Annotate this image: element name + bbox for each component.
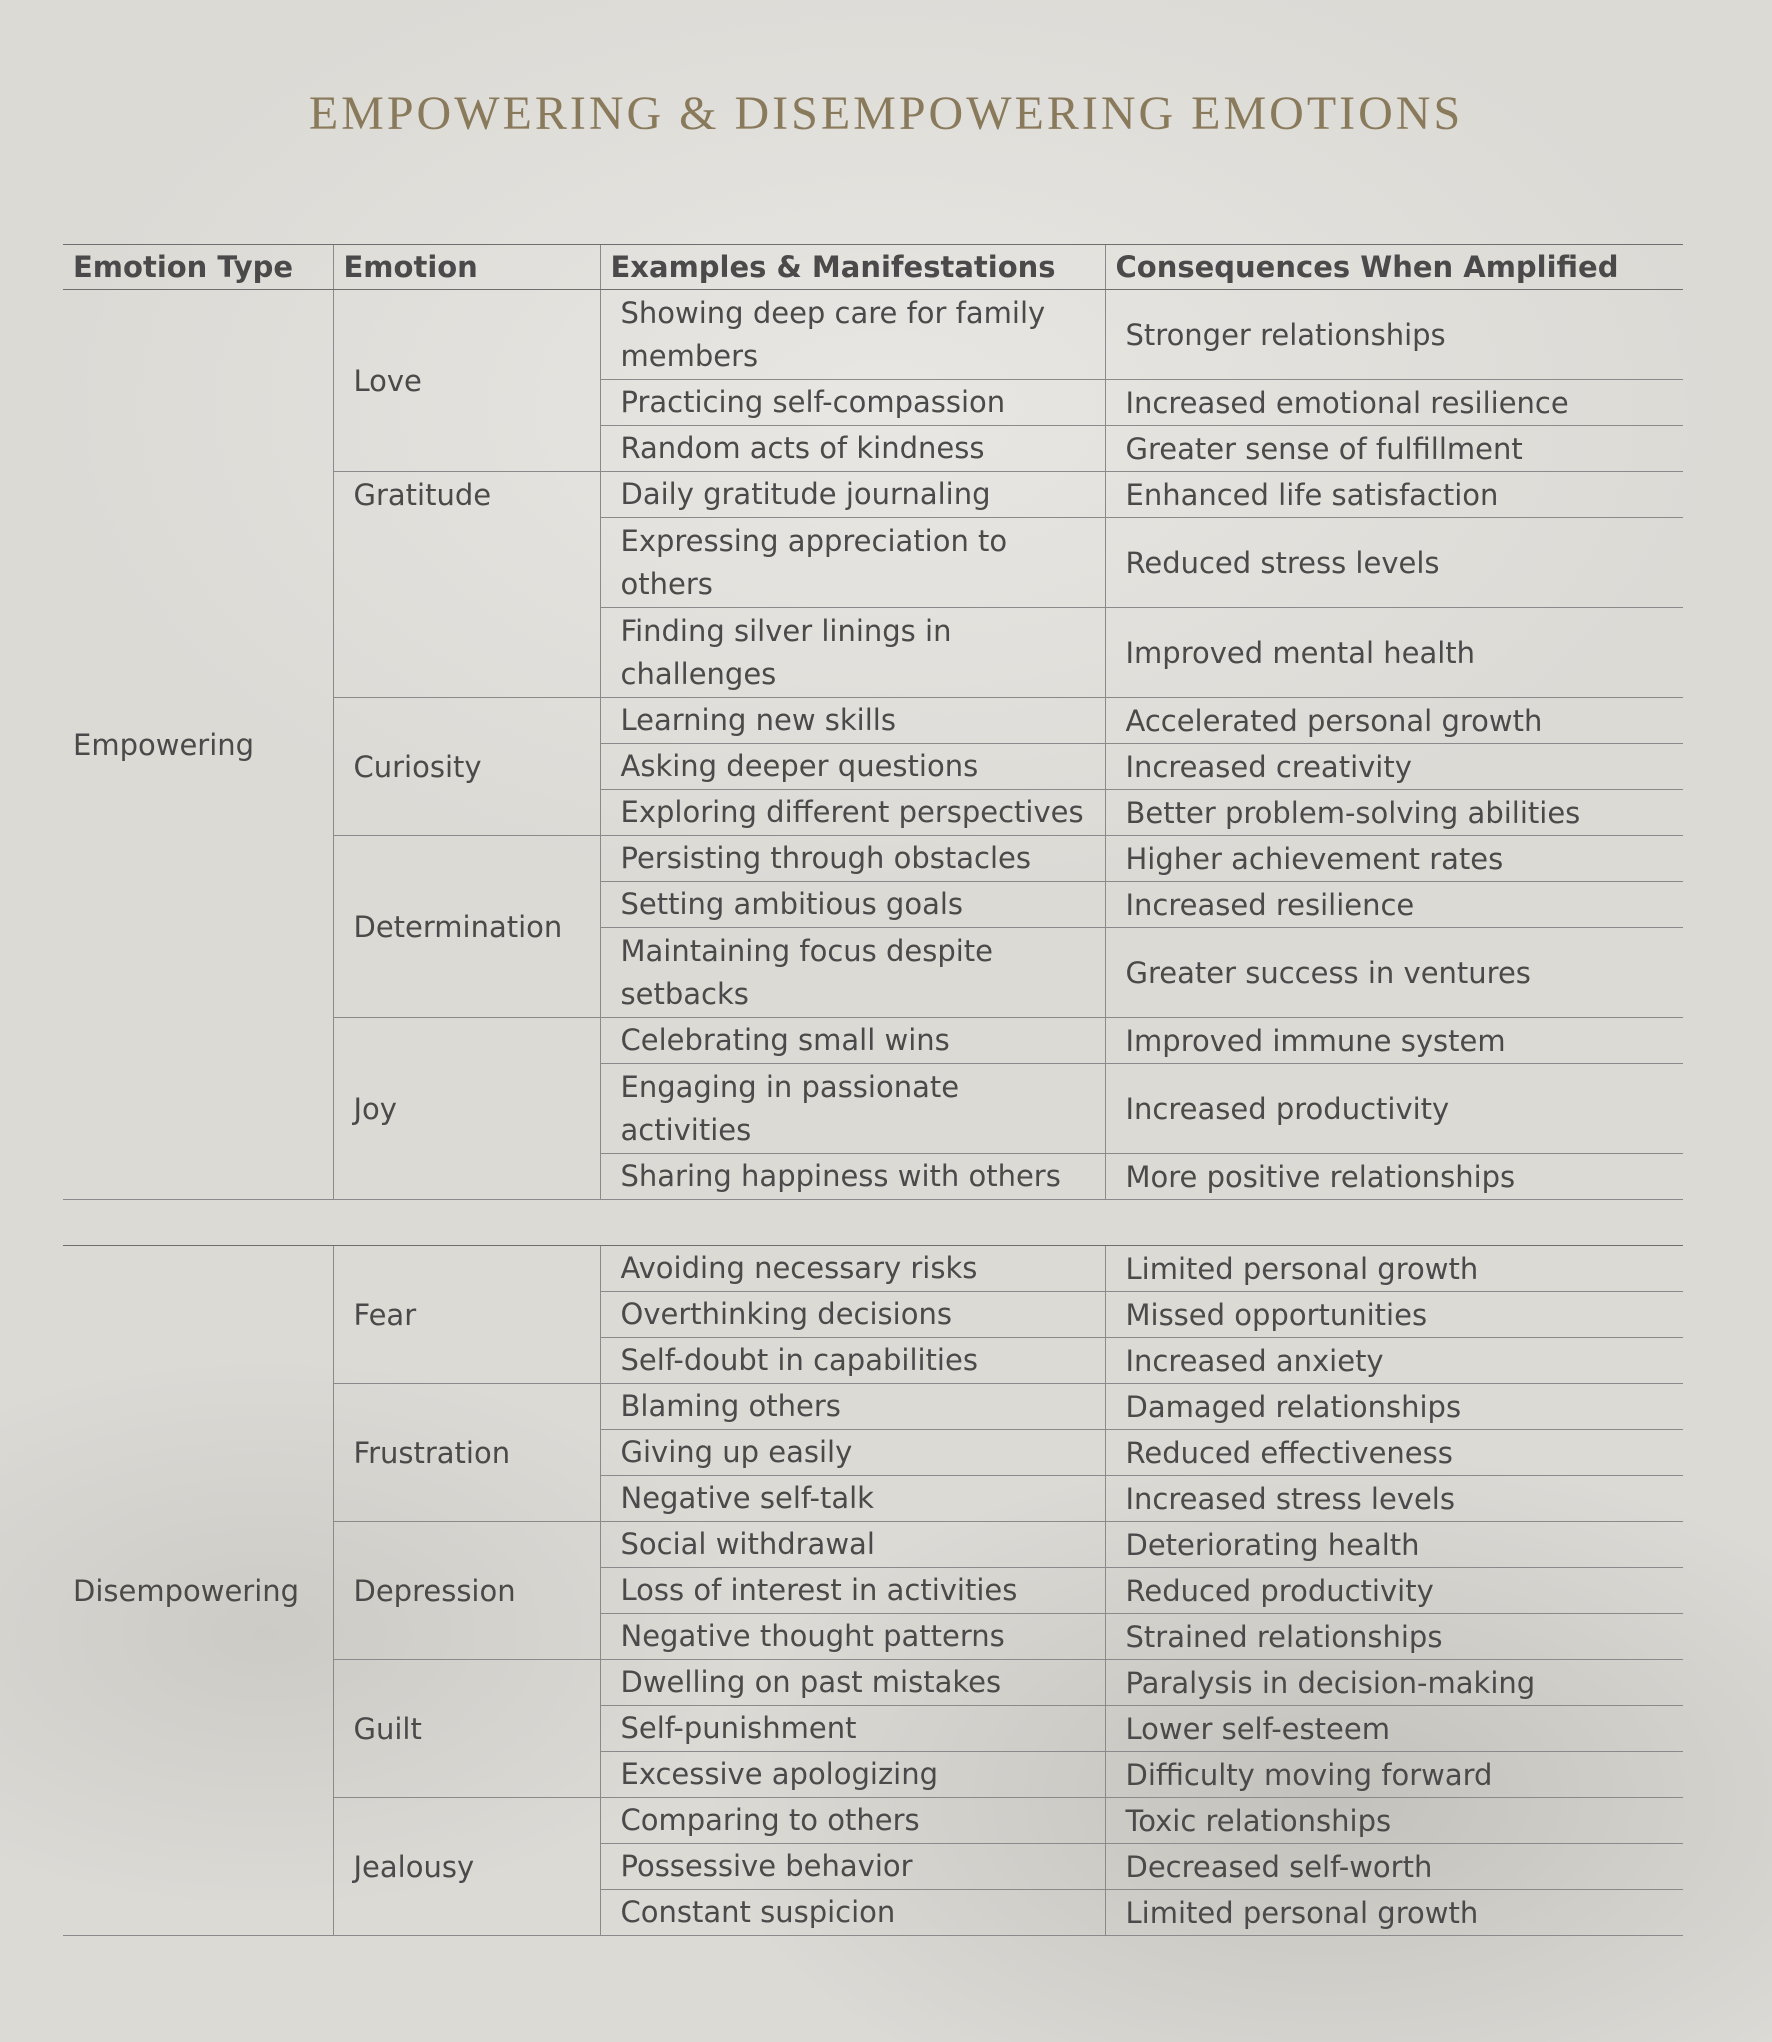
emotion-cell: Frustration [333, 1384, 600, 1522]
example-cell: Dwelling on past mistakes [600, 1660, 1105, 1706]
emotion-cell: Guilt [333, 1660, 600, 1798]
consequence-cell: Increased anxiety [1105, 1338, 1683, 1384]
emotion-cell: Determination [333, 836, 600, 1018]
consequence-cell: Strained relationships [1105, 1614, 1683, 1660]
consequence-cell: Greater sense of fulfillment [1105, 426, 1683, 472]
consequence-cell: Reduced stress levels [1105, 518, 1683, 608]
consequence-cell: Improved immune system [1105, 1018, 1683, 1064]
consequence-cell: Lower self-esteem [1105, 1706, 1683, 1752]
example-cell: Daily gratitude journaling [600, 472, 1105, 518]
consequence-cell: Missed opportunities [1105, 1292, 1683, 1338]
example-cell: Celebrating small wins [600, 1018, 1105, 1064]
example-cell: Random acts of kindness [600, 426, 1105, 472]
consequence-cell: Higher achievement rates [1105, 836, 1683, 882]
consequence-cell: Accelerated personal growth [1105, 698, 1683, 744]
consequence-cell: Deteriorating health [1105, 1522, 1683, 1568]
header-emotion-type: Emotion Type [63, 245, 333, 290]
consequence-cell: Enhanced life satisfaction [1105, 472, 1683, 518]
consequence-cell: Increased resilience [1105, 882, 1683, 928]
example-cell: Loss of interest in activities [600, 1568, 1105, 1614]
example-cell: Constant suspicion [600, 1890, 1105, 1936]
example-cell: Social withdrawal [600, 1522, 1105, 1568]
consequence-cell: Difficulty moving forward [1105, 1752, 1683, 1798]
consequence-cell: Reduced effectiveness [1105, 1430, 1683, 1476]
example-cell: Finding silver linings in challenges [600, 608, 1105, 698]
emotion-type-cell: Empowering [63, 290, 333, 1200]
example-cell: Negative self-talk [600, 1476, 1105, 1522]
example-cell: Possessive behavior [600, 1844, 1105, 1890]
example-cell: Engaging in passionate activities [600, 1064, 1105, 1154]
example-cell: Persisting through obstacles [600, 836, 1105, 882]
example-cell: Negative thought patterns [600, 1614, 1105, 1660]
consequence-cell: Stronger relationships [1105, 290, 1683, 380]
example-cell: Practicing self-compassion [600, 380, 1105, 426]
header-consequences: Consequences When Amplified [1105, 245, 1683, 290]
section-spacer [63, 1200, 1683, 1246]
example-cell: Maintaining focus despite setbacks [600, 928, 1105, 1018]
consequence-cell: Decreased self-worth [1105, 1844, 1683, 1890]
table-row [63, 1246, 1683, 1292]
example-cell: Overthinking decisions [600, 1292, 1105, 1338]
example-cell: Avoiding necessary risks [600, 1246, 1105, 1292]
example-cell: Blaming others [600, 1384, 1105, 1430]
emotion-cell: Gratitude [333, 472, 600, 698]
example-cell: Excessive apologizing [600, 1752, 1105, 1798]
example-cell: Asking deeper questions [600, 744, 1105, 790]
emotion-type-cell: Disempowering [63, 1246, 333, 1936]
consequence-cell: Limited personal growth [1105, 1246, 1683, 1292]
consequence-cell: More positive relationships [1105, 1154, 1683, 1200]
example-cell: Expressing appreciation to others [600, 518, 1105, 608]
header-examples: Examples & Manifestations [600, 245, 1105, 290]
consequence-cell: Increased stress levels [1105, 1476, 1683, 1522]
consequence-cell: Increased productivity [1105, 1064, 1683, 1154]
table-row [63, 290, 1683, 380]
consequence-cell: Greater success in ventures [1105, 928, 1683, 1018]
example-cell: Exploring different perspectives [600, 790, 1105, 836]
consequence-cell: Paralysis in decision-making [1105, 1660, 1683, 1706]
example-cell: Sharing happiness with others [600, 1154, 1105, 1200]
example-cell: Self-doubt in capabilities [600, 1338, 1105, 1384]
emotion-cell: Joy [333, 1018, 600, 1200]
consequence-cell: Damaged relationships [1105, 1384, 1683, 1430]
header-row [63, 245, 1683, 290]
consequence-cell: Increased emotional resilience [1105, 380, 1683, 426]
example-cell: Self-punishment [600, 1706, 1105, 1752]
emotion-cell: Curiosity [333, 698, 600, 836]
example-cell: Giving up easily [600, 1430, 1105, 1476]
emotion-cell: Depression [333, 1522, 600, 1660]
emotions-table [63, 244, 1683, 1936]
consequence-cell: Increased creativity [1105, 744, 1683, 790]
page-title: EMPOWERING & DISEMPOWERING EMOTIONS [308, 87, 1464, 140]
example-cell: Comparing to others [600, 1798, 1105, 1844]
example-cell: Learning new skills [600, 698, 1105, 744]
consequence-cell: Better problem-solving abilities [1105, 790, 1683, 836]
example-cell: Showing deep care for family members [600, 290, 1105, 380]
emotion-cell: Love [333, 290, 600, 472]
consequence-cell: Reduced productivity [1105, 1568, 1683, 1614]
consequence-cell: Toxic relationships [1105, 1798, 1683, 1844]
header-emotion: Emotion [333, 245, 600, 290]
consequence-cell: Limited personal growth [1105, 1890, 1683, 1936]
consequence-cell: Improved mental health [1105, 608, 1683, 698]
example-cell: Setting ambitious goals [600, 882, 1105, 928]
emotion-cell: Fear [333, 1246, 600, 1384]
emotion-cell: Jealousy [333, 1798, 600, 1936]
